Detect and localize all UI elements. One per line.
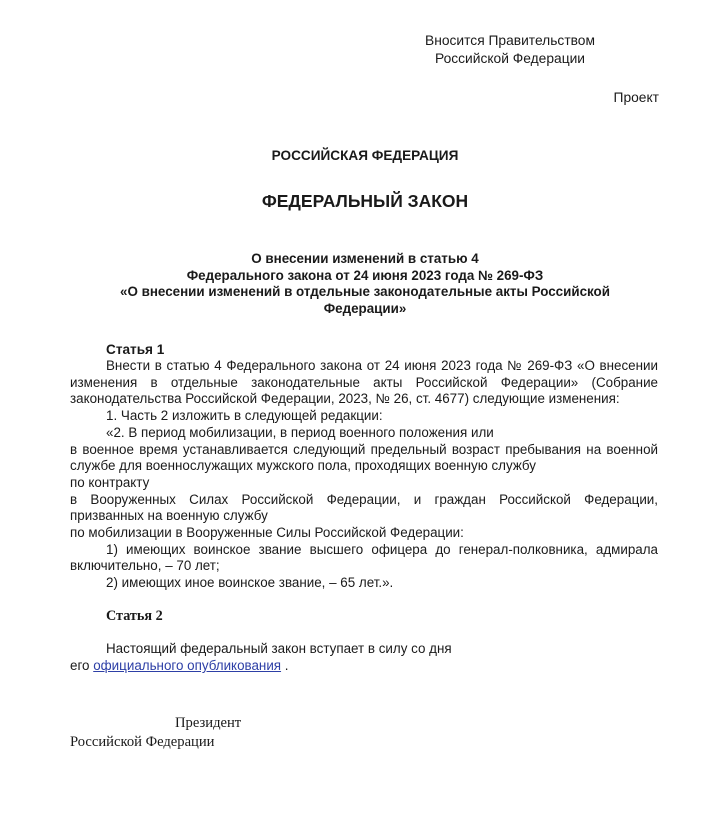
subitem1: 1) имеющих воинское звание высшего офицера до генерал-полковника, адмирала включительно, – 70 лет; — [70, 541, 658, 574]
introduced-by-line1: Вносится Правительством — [425, 33, 595, 48]
article2-prefix: его — [70, 658, 90, 673]
document-type-heading: ФЕДЕРАЛЬНЫЙ ЗАКОН — [261, 191, 469, 211]
law-title — [100, 251, 630, 317]
article2-text-end — [70, 657, 658, 674]
subitem2: 2) имеющих иное воинское звание, – 65 лет.». — [106, 575, 394, 591]
quote-line5: по мобилизации в Вооруженные Силы Российской Федерации: — [70, 525, 464, 541]
article2-heading: Статья 2 — [106, 608, 163, 624]
article1-heading: Статья 1 — [106, 342, 165, 357]
quote-line4: в Вооруженных Силах Российской Федерации, и граждан Российской Федерации, призванных на военную службу — [70, 491, 658, 524]
quote-line3: по контракту — [70, 474, 150, 490]
signature-country: Российской Федерации — [70, 734, 215, 750]
official-publication-link[interactable]: официального опубликования — [93, 658, 282, 673]
quote-line2: в военное время устанавливается следующий предельный возраст пребывания на военной службе для военнослужащих мужского пола, проходящих военную службу — [70, 441, 658, 474]
article1-intro: Внести в статью 4 Федерального закона от 24 июня 2023 года № 269-ФЗ «О внесении изменения в отдельные законодательные акты Российской Федерации» (Собрание законодательства Российской Федерации, 2023, № 26, ст. 4677) следующие изменения: — [70, 358, 658, 407]
introduced-by-line2: Российской Федерации — [434, 51, 586, 66]
project-label: Проект — [613, 90, 659, 105]
article1-item1: 1. Часть 2 изложить в следующей редакции: — [106, 408, 383, 424]
law-title-line3: «О внесении изменений в отдельные законодательные акты Российской — [120, 284, 610, 299]
article2-period: . — [284, 658, 289, 673]
law-title-line1: О внесении изменений в статью 4 — [251, 251, 479, 266]
article2-body — [70, 640, 658, 674]
country-heading: РОССИЙСКАЯ ФЕДЕРАЦИЯ — [271, 148, 459, 163]
article2-text-start: Настоящий федеральный закон вступает в силу со дня — [106, 641, 452, 656]
signature-title: Президент — [175, 715, 242, 731]
article1-body — [70, 358, 658, 592]
law-title-line4: Федерации» — [323, 300, 407, 316]
introduced-by — [380, 32, 640, 68]
quote-start: «2. В период мобилизации, в период военного положения или — [106, 424, 494, 440]
law-title-line2: Федерального закона от 24 июня 2023 года № 269-ФЗ — [186, 267, 544, 283]
